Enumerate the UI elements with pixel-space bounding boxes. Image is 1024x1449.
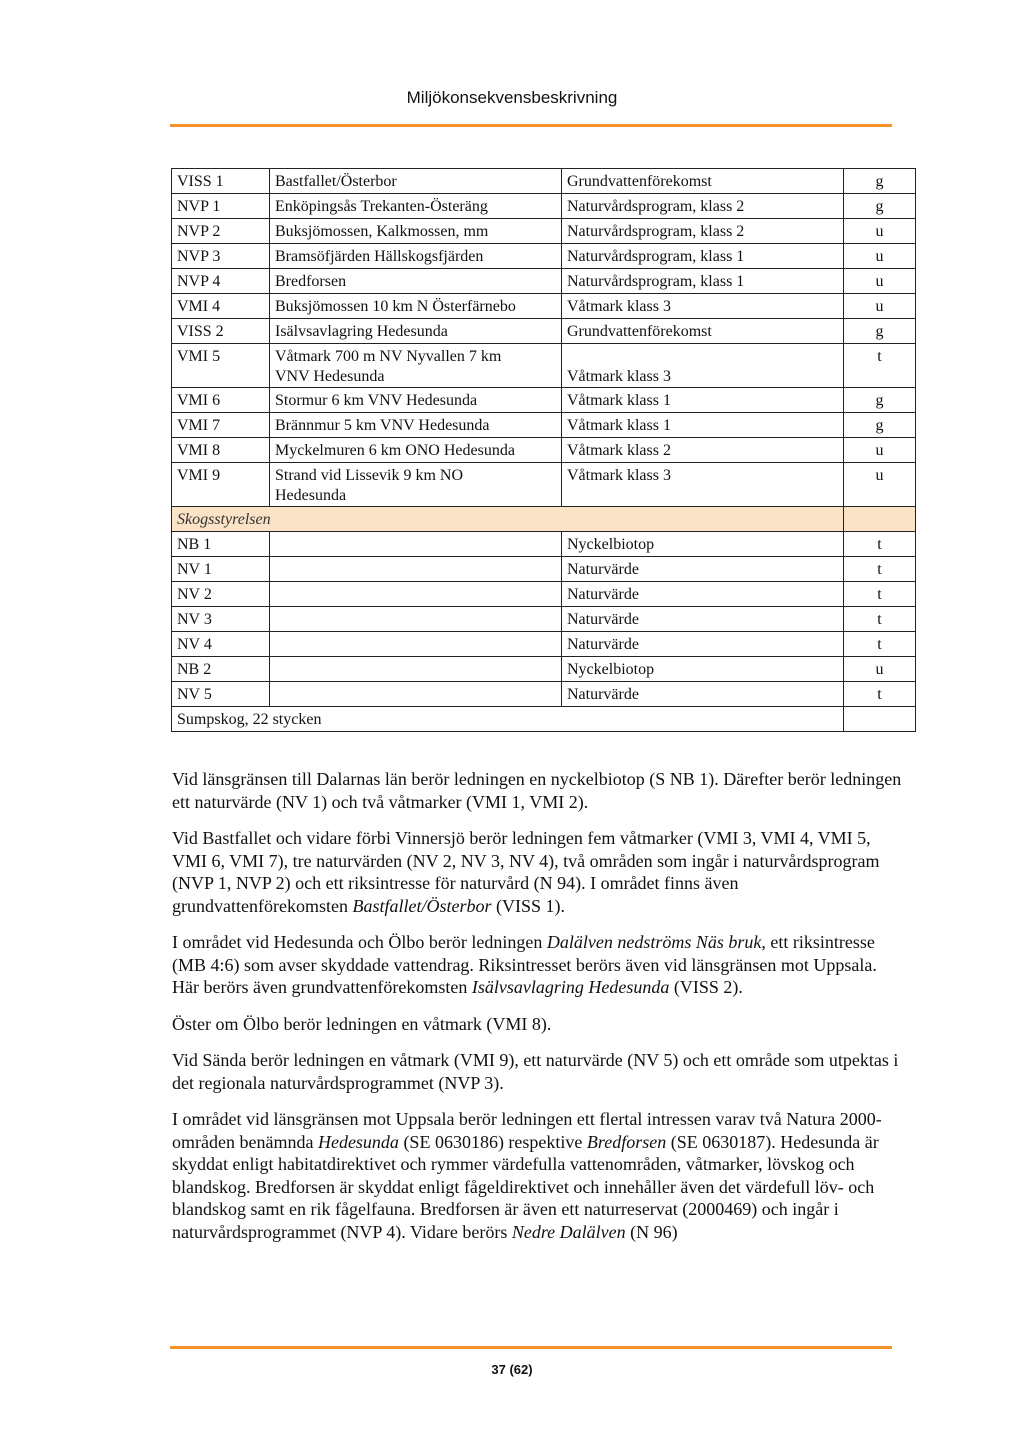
table-cell-name: Stormur 6 km VNV Hedesunda xyxy=(270,388,562,413)
table-row-summary xyxy=(172,707,916,732)
table-cell-name xyxy=(270,657,562,682)
table-cell-type: Våtmark klass 1 xyxy=(562,388,844,413)
table-cell-name: Isälvsavlagring Hedesunda xyxy=(270,319,562,344)
paragraph-6: I området vid länsgränsen mot Uppsala berör ledningen ett flertal intressen varav två Natura 2000-områden benämnda Hedesunda (SE 0630186) respektive Bredforsen (SE 0630187). Hedesunda är skyddat enligt habitatdirektivet och rymmer värdefulla vattenområden, våtmarker, lövskog och blandskog. Bredforsen är skyddat enligt fågeldirektivet och innehåller även det värdefull löv- och blandskog samt en rik fågelfauna. Bredforsen är även ett naturreservat (2000469) och ingår i naturvårdsprogrammet (NVP 4). Vidare berörs Nedre Dalälven (N 96) xyxy=(172,1109,882,1242)
table-cell-grade: t xyxy=(844,344,916,388)
name-line-2: Hedesunda xyxy=(275,487,347,504)
name-line-1: Strand vid Lissevik 9 km NO xyxy=(275,467,463,484)
name-line-1: Våtmark 700 m NV Nyvallen 7 km xyxy=(275,348,502,365)
table-cell-id: VMI 8 xyxy=(172,438,270,463)
table-row xyxy=(172,582,916,607)
table-cell-name xyxy=(270,344,562,388)
table-cell-id: NV 1 xyxy=(172,557,270,582)
table-cell-grade: u xyxy=(844,438,916,463)
table-cell-id: NV 4 xyxy=(172,632,270,657)
table-cell-grade: g xyxy=(844,413,916,438)
table-cell-grade: g xyxy=(844,319,916,344)
table-cell-type: Naturvärde xyxy=(562,582,844,607)
table-cell-type: Nyckelbiotop xyxy=(562,532,844,557)
table-cell-type: Våtmark klass 3 xyxy=(562,463,844,507)
table-cell-id: VMI 5 xyxy=(172,344,270,388)
table-cell-grade: t xyxy=(844,557,916,582)
table-cell-type: Våtmark klass 3 xyxy=(562,294,844,319)
table-cell-type: Naturvärde xyxy=(562,607,844,632)
body-text xyxy=(172,768,907,1257)
table-cell-name: Bramsöfjärden Hällskogsfjärden xyxy=(270,244,562,269)
table-cell-type: Grundvattenförekomst xyxy=(562,169,844,194)
table-row xyxy=(172,557,916,582)
table-cell-type: Våtmark klass 3 xyxy=(562,344,844,388)
table-cell-grade: u xyxy=(844,244,916,269)
interest-table xyxy=(171,168,916,732)
table-cell-type: Grundvattenförekomst xyxy=(562,319,844,344)
table-cell-id: VMI 4 xyxy=(172,294,270,319)
table-cell-id: NV 3 xyxy=(172,607,270,632)
table-cell-grade: g xyxy=(844,169,916,194)
table-row xyxy=(172,219,916,244)
header-divider xyxy=(170,124,892,127)
table-cell-name xyxy=(270,463,562,507)
table-cell-name xyxy=(270,532,562,557)
table-cell-name xyxy=(270,682,562,707)
table-cell-id: NVP 1 xyxy=(172,194,270,219)
table-body xyxy=(172,169,916,732)
table-cell-id: VMI 6 xyxy=(172,388,270,413)
table-cell-grade: u xyxy=(844,463,916,507)
table-row xyxy=(172,344,916,388)
table-cell-name xyxy=(270,607,562,632)
table-cell-grade: t xyxy=(844,532,916,557)
table-cell-name xyxy=(270,557,562,582)
footer-divider xyxy=(170,1346,892,1349)
table-row xyxy=(172,438,916,463)
table-cell-id: VISS 1 xyxy=(172,169,270,194)
page-header-title: Miljökonsekvensbeskrivning xyxy=(406,88,618,107)
table-cell-id: VMI 7 xyxy=(172,413,270,438)
table-row xyxy=(172,269,916,294)
table-cell-name xyxy=(270,582,562,607)
table-row xyxy=(172,463,916,507)
paragraph-2: Vid Bastfallet och vidare förbi Vinnersjö berör ledningen fem våtmarker (VMI 3, VMI 4, VMI 5, VMI 6, VMI 7), tre naturvärden (NV 2, NV 3, NV 4), två områden som ingår i naturvårdsprogram (NVP 1, NVP 2) och ett riksintresse för naturvård (N 94). I området finns även grundvattenförekomsten Bastfallet/Österbor (VISS 1). xyxy=(172,828,880,916)
table-cell-type: Naturvårdsprogram, klass 1 xyxy=(562,269,844,294)
table-cell-grade: t xyxy=(844,632,916,657)
table-cell-id: NV 2 xyxy=(172,582,270,607)
table-cell-id: NV 5 xyxy=(172,682,270,707)
section-header-row xyxy=(172,507,916,532)
table-cell-type: Naturvärde xyxy=(562,682,844,707)
table-cell-name: Myckelmuren 6 km ONO Hedesunda xyxy=(270,438,562,463)
table-cell-type: Naturvärde xyxy=(562,557,844,582)
table-cell-grade: u xyxy=(844,269,916,294)
table-row xyxy=(172,532,916,557)
table-row xyxy=(172,194,916,219)
table-row xyxy=(172,632,916,657)
table-cell-grade: u xyxy=(844,219,916,244)
table-cell-grade: t xyxy=(844,607,916,632)
table-cell-id: NB 1 xyxy=(172,532,270,557)
table-cell-type: Naturvärde xyxy=(562,632,844,657)
table-cell-grade: g xyxy=(844,388,916,413)
table-cell-id: VISS 2 xyxy=(172,319,270,344)
table-cell-grade: t xyxy=(844,682,916,707)
table-cell-type: Nyckelbiotop xyxy=(562,657,844,682)
page-number: 37 (62) xyxy=(491,1362,533,1377)
table-cell-name: Buksjömossen 10 km N Österfärnebo xyxy=(270,294,562,319)
table-row xyxy=(172,388,916,413)
table-row xyxy=(172,607,916,632)
paragraph-1: Vid länsgränsen till Dalarnas län berör ledningen en nyckelbiotop (S NB 1). Därefter berör ledningen ett naturvärde (NV 1) och två våtmarker (VMI 1, VMI 2). xyxy=(172,769,902,812)
table-row xyxy=(172,657,916,682)
table-cell-name: Bredforsen xyxy=(270,269,562,294)
table-cell-grade: t xyxy=(844,582,916,607)
table-cell-grade: g xyxy=(844,194,916,219)
table-cell-id: VMI 9 xyxy=(172,463,270,507)
table-cell-name: Brännmur 5 km VNV Hedesunda xyxy=(270,413,562,438)
paragraph-5: Vid Sända berör ledningen en våtmark (VMI 9), ett naturvärde (NV 5) och ett område som utpektas i det regionala naturvårdsprogrammet (NVP 3). xyxy=(172,1050,899,1093)
table-cell-id: NVP 4 xyxy=(172,269,270,294)
table-cell-grade: u xyxy=(844,657,916,682)
paragraph-3: I området vid Hedesunda och Ölbo berör ledningen Dalälven nedströms Näs bruk, ett riksintresse (MB 4:6) som avser skyddade vattendrag. Riksintresset berörs även vid länsgränsen mot Uppsala. Här berörs även grundvattenförekomsten Isälvsavlagring Hedesunda (VISS 2). xyxy=(172,932,877,997)
name-line-2: VNV Hedesunda xyxy=(275,368,385,385)
table-cell-name: Enköpingsås Trekanten-Österäng xyxy=(270,194,562,219)
table-row xyxy=(172,319,916,344)
section-label-skogsstyrelsen: Skogsstyrelsen xyxy=(172,507,844,532)
section-empty-cell xyxy=(844,507,916,532)
table-row xyxy=(172,682,916,707)
table-cell-id: NB 2 xyxy=(172,657,270,682)
table-row xyxy=(172,413,916,438)
paragraph-4: Öster om Ölbo berör ledningen en våtmark (VMI 8). xyxy=(172,1013,552,1034)
table-row xyxy=(172,169,916,194)
table-row xyxy=(172,294,916,319)
table-cell-type: Våtmark klass 2 xyxy=(562,438,844,463)
table-cell-name xyxy=(270,632,562,657)
table-cell-name: Buksjömossen, Kalkmossen, mm xyxy=(270,219,562,244)
table-cell-type: Våtmark klass 1 xyxy=(562,413,844,438)
table-cell-grade: u xyxy=(844,294,916,319)
table-cell-id: NVP 2 xyxy=(172,219,270,244)
summary-cell: Sumpskog, 22 stycken xyxy=(172,707,844,732)
table-cell-type: Naturvårdsprogram, klass 2 xyxy=(562,219,844,244)
table-row xyxy=(172,244,916,269)
table-cell-name: Bastfallet/Österbor xyxy=(270,169,562,194)
table-cell-type: Naturvårdsprogram, klass 1 xyxy=(562,244,844,269)
summary-empty-cell xyxy=(844,707,916,732)
table-cell-id: NVP 3 xyxy=(172,244,270,269)
table-cell-type: Naturvårdsprogram, klass 2 xyxy=(562,194,844,219)
